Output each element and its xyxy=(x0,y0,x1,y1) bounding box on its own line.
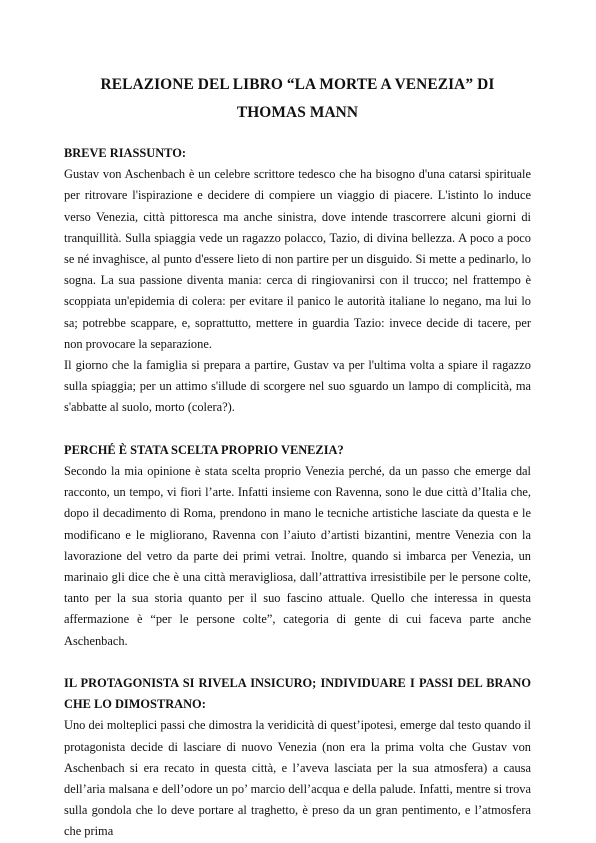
title-line-2: THOMAS MANN xyxy=(236,104,359,121)
why-venice-paragraph: Secondo la mia opinione è stata scelta proprio Venezia perché, da un passo che emerge dal racconto, un tempo, vi fiori l’arte. Infatti insieme con Ravenna, sono le due città d’Italia che, dopo il decadimento di Roma, prendono in mano le tecniche artistiche lasciate da questa e le modificano e le migliorano, Ravenna con l’aiuto d’artisti bizantini, mentre Venezia con la lavorazione del vetro da parte dei primi vetrai. Inoltre, quando si imbarca per Venezia, un marinaio gli dice che è una città meravigliosa, dall’attrattiva irresistibile per le persone colte, tanto per la sua storia quanto per il suo fascino attuale. Quello che interessa in questa affermazione è “per le persone colte”, categoria di gente di cui faceva parte anche Aschenbach. xyxy=(64,464,531,648)
document-title xyxy=(64,71,531,127)
section-heading-summary: BREVE RIASSUNTO: xyxy=(64,146,186,160)
section-spacer xyxy=(64,652,531,673)
section-spacer xyxy=(64,419,531,440)
section-protagonist xyxy=(64,673,531,843)
title-line-1: RELAZIONE DEL LIBRO “LA MORTE A VENEZIA” DI xyxy=(100,76,495,93)
document-page xyxy=(64,0,531,843)
protagonist-paragraph: Uno dei molteplici passi che dimostra la veridicità di quest’ipotesi, emerge dal testo quando il protagonista decide di lasciare di nuovo Venezia (non era la prima volta che Gustav von Aschenbach si era recato in questa città, e l’aveva lasciata per la sua atmosfera) a causa dell’aria malsana e dell’odore un po’ marcio dell’acqua e della palude. Infatti, mentre si trova sulla gondola che lo deve portare al traghetto, è preso da un gran pentimento, e l’atmosfera che prima xyxy=(64,718,531,839)
summary-paragraph-2: Il giorno che la famiglia si prepara a partire, Gustav va per l'ultima volta a spiare il ragazzo sulla spiaggia; per un attimo s'illude di scorgere nel suo sguardo un lampo di complicità, ma s'abbatte al suolo, morto (colera?). xyxy=(64,358,531,415)
summary-paragraph-1: Gustav von Aschenbach è un celebre scrittore tedesco che ha bisogno d'una catarsi spirituale per ritrovare l'ispirazione e decidere di compiere un viaggio di piacere. L'istinto lo induce verso Venezia, città pittoresca ma anche sinistra, dove intende trascorrere alcuni giorni di tranquillità. Sulla spiaggia vede un ragazzo polacco, Tazio, di divina bellezza. A poco a poco se né invaghisce, al punto d'essere lieto di non partire per un disguido. Si mette a pedinarlo, lo sogna. La sua passione diventa mania: cerca di ringiovanirsi con il trucco; nel frattempo è scoppiata un'epidemia di colera: per evitare il panico le autorità italiane lo negano, ma lui lo sa; potrebbe scappare, e, soprattutto, mettere in guardia Tazio: invece decide di tacere, per non provocare la separazione. xyxy=(64,167,531,351)
section-heading-why-venice: PERCHÉ È STATA SCELTA PROPRIO VENEZIA? xyxy=(64,442,344,457)
section-heading-protagonist: IL PROTAGONISTA SI RIVELA INSICURO; INDIVIDUARE I PASSI DEL BRANO CHE LO DIMOSTRANO: xyxy=(64,676,531,712)
section-why-venice xyxy=(64,440,531,652)
section-summary xyxy=(64,143,531,419)
